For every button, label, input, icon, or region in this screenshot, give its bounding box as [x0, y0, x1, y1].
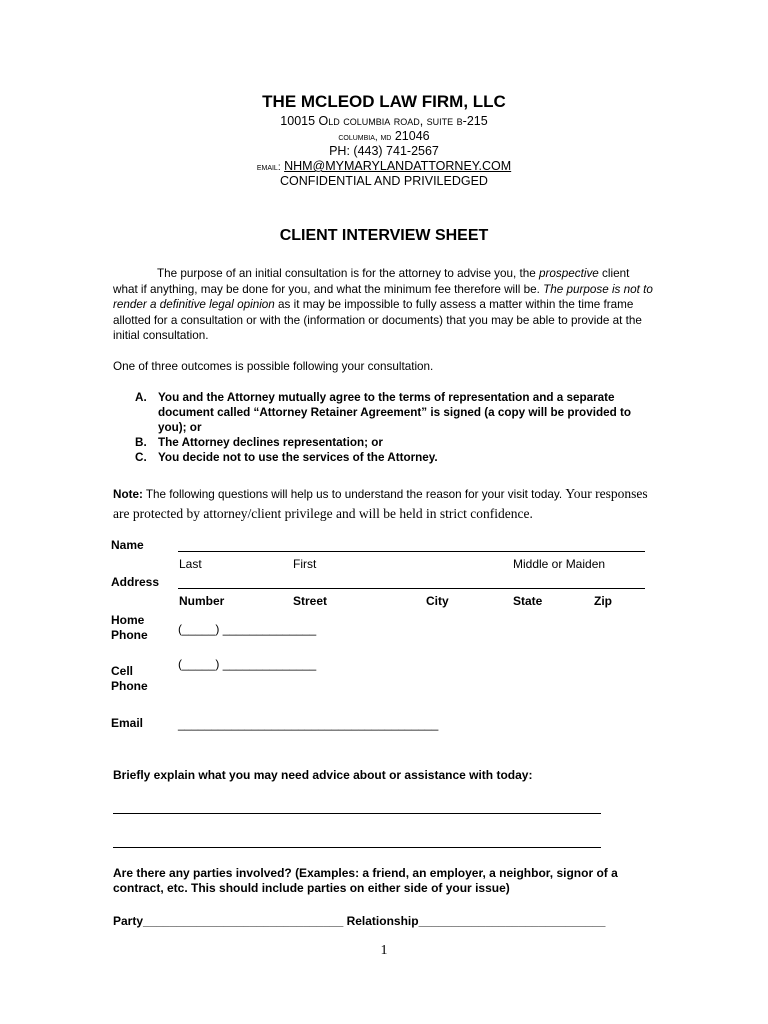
email-field[interactable]: _______________________________________ [178, 717, 439, 731]
intro-text-b: prospective [539, 267, 599, 280]
address-number-label: Number [179, 594, 225, 608]
relationship-label: Relationship [343, 914, 419, 928]
outcomes-intro: One of three outcomes is possible following your consultation. [113, 360, 434, 373]
list-marker: A. [135, 391, 147, 404]
address-street-label: Street [293, 594, 328, 608]
party-row [113, 914, 605, 929]
firm-phone: PH: (443) 741-2567 [329, 144, 439, 158]
cell-phone-label-line2: Phone [111, 679, 148, 693]
parties-question: Are there any parties involved? (Examples: a friend, an employer, a neighbor, signor of a contract, etc. This should include parties on either side of your issue) [113, 866, 618, 895]
address-state-label: State [513, 594, 543, 608]
cell-phone-label [111, 664, 148, 694]
list-item [113, 435, 653, 450]
list-marker: C. [135, 451, 147, 464]
address-label: Address [111, 575, 160, 589]
cell-phone-field[interactable]: (_____) ______________ [178, 657, 317, 671]
note-text: The following questions will help us to understand the reason for your visit today. [142, 488, 566, 501]
home-phone-label-line1: Home [111, 613, 145, 627]
home-phone-label-line2: Phone [111, 628, 148, 642]
relationship-field[interactable]: ____________________________ [418, 914, 606, 928]
note-label: Note: [113, 488, 143, 501]
home-phone-label [111, 613, 148, 643]
name-middle-label: Middle or Maiden [513, 557, 606, 571]
outcomes-list [113, 390, 653, 465]
address-street: Old columbia road, suite b-215 [318, 114, 488, 128]
address-city: columbia, md [338, 132, 392, 143]
list-text: You decide not to use the services of the Attorney. [158, 451, 438, 464]
list-item [113, 390, 653, 435]
name-label: Name [111, 538, 144, 552]
email-link[interactable]: NHM@MYMARYLANDATTORNEY.COM [284, 159, 512, 173]
list-item [113, 450, 653, 465]
advice-question: Briefly explain what you may need advice about or assistance with today: [113, 768, 533, 782]
firm-email-line [0, 159, 768, 175]
address-field[interactable] [178, 588, 645, 589]
address-number: 10015 [280, 114, 316, 128]
intro-text-d: The purpose is not to render a definitive legal opinion [113, 282, 653, 311]
firm-address-line [0, 114, 768, 129]
address-city-label: City [426, 594, 449, 608]
firm-city-line [0, 129, 768, 145]
document-title: CLIENT INTERVIEW SHEET [279, 227, 489, 244]
cell-phone-label-line1: Cell [111, 664, 134, 678]
party-field[interactable]: ______________________________ [143, 914, 344, 928]
intro-paragraph [113, 266, 653, 344]
note-serif-text: Your responses are protected by attorney/client privilege and will be held in strict confidence. [113, 486, 648, 521]
intro-text-e: as it may be impossible to fully assess a matter within the time frame allotted for a consultation or with the (information or documents) that you may be able to provide at the initial consultation. [113, 298, 642, 342]
list-marker: B. [135, 436, 147, 449]
address-zip: 21046 [394, 129, 430, 143]
email-label: email: [256, 162, 281, 173]
intro-text-a: The purpose of an initial consultation is for the attorney to advise you, the [157, 267, 540, 280]
party-label: Party [113, 914, 144, 928]
home-phone-field[interactable]: (_____) ______________ [178, 622, 317, 636]
firm-name: THE MCLEOD LAW FIRM, LLC [262, 92, 506, 111]
list-text: The Attorney declines representation; or [158, 436, 383, 449]
intro-text-c: client what if anything, may be done for you, and what the minimum fee therefore will be. [113, 267, 630, 296]
name-last-label: Last [179, 557, 202, 571]
page-number: 1 [380, 943, 388, 958]
email-label-form: Email [111, 716, 144, 730]
list-text: You and the Attorney mutually agree to the terms of representation and a separate document called “Attorney Retainer Agreement” is signed (a copy will be provided to you); or [158, 391, 632, 434]
name-first-label: First [293, 557, 317, 571]
name-field[interactable] [178, 551, 645, 552]
note-paragraph [113, 484, 653, 524]
address-zip-label: Zip [594, 594, 612, 608]
advice-answer-line-2[interactable] [113, 847, 601, 848]
confidential-notice: CONFIDENTIAL AND PRIVILEDGED [280, 174, 488, 188]
advice-answer-line-1[interactable] [113, 813, 601, 814]
